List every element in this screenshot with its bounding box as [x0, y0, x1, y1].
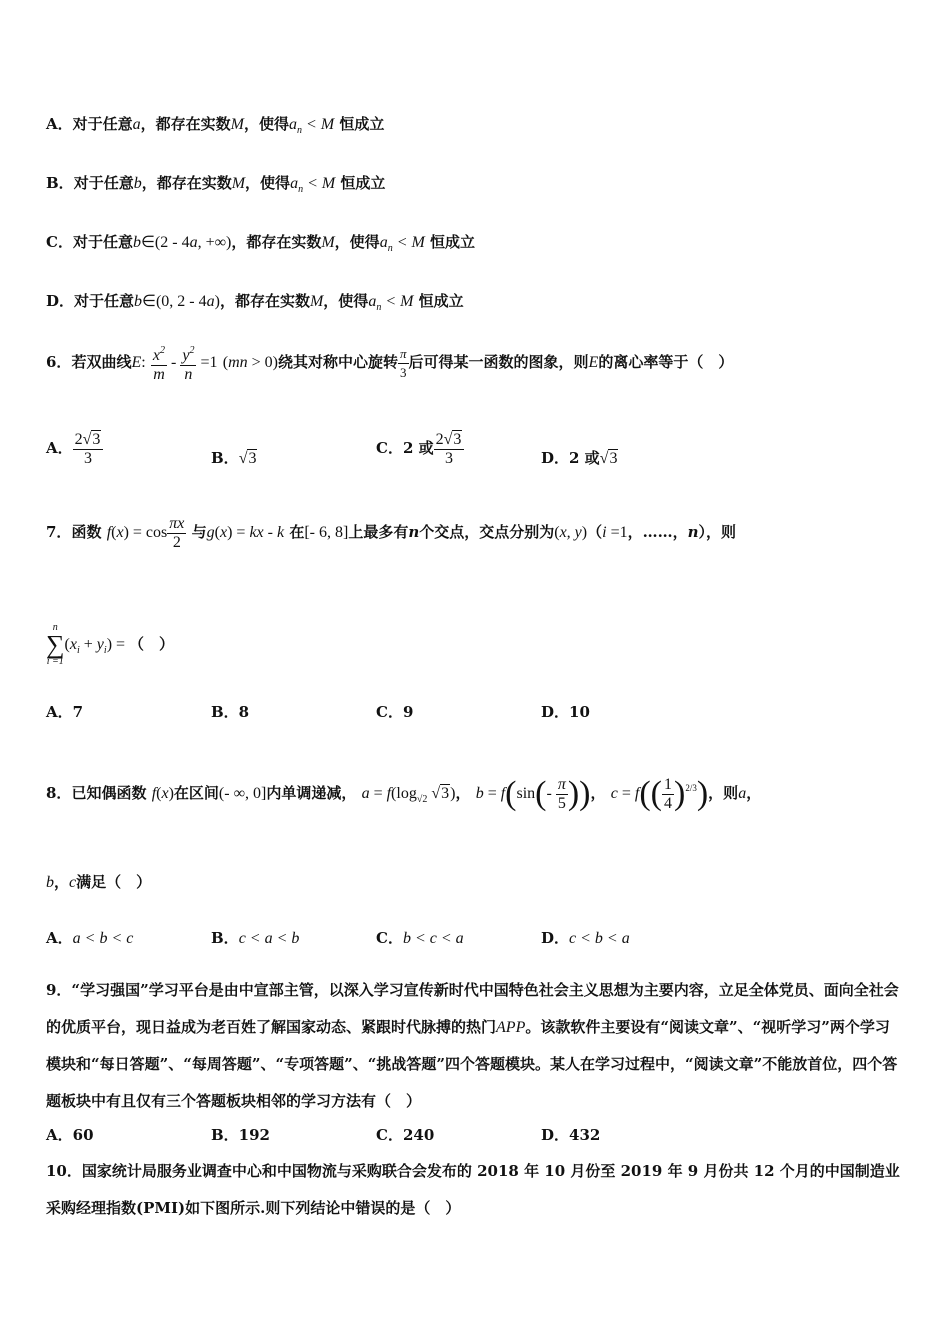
q9-option-d: D．432: [541, 1126, 601, 1144]
q6-option-d: D．2 或√3: [541, 449, 618, 467]
q7-option-c: C．9: [376, 703, 414, 721]
math-fraction: $\frac{x^2}{m}$: [151, 342, 167, 384]
q5-option-c: C．对于任意b∈(2 - 4a, +∞)，都存在实数M，使得$a_n < M$ 恒成立: [46, 233, 476, 254]
math: a: [132, 116, 141, 133]
math: $a_n < M$: [289, 116, 335, 136]
q8-option-a: A．a < b < c: [46, 929, 134, 947]
math: $a_n < M$: [368, 293, 414, 313]
q9-stem: 9．“学习强国”学习平台是由中宣部主管，以深入学习宣传新时代中国特色社会主义思想为主要内容，立足全体党员、面向全社会的优质平台，现日益成为老百姓了解国家动态、紧跟时代脉搏的热门APP。该款软件主要设有“阅读文章”、“视听学习”两个学习模块和“每日答题”、“每周答题”、“专项答题”、“挑战答题”四个答题模块。某人在学习过程中，“阅读文章”不能放首位，四个答题板块中有且仅有三个答题板块相邻的学习方法有（ ）: [46, 981, 899, 1110]
q9-option-a: A．60: [46, 1126, 94, 1144]
math-fraction: $\frac{y^2}{n}$: [180, 342, 196, 384]
q9-option-b: B．192: [211, 1126, 270, 1144]
q6-option-b: B．√3: [211, 449, 257, 467]
math-sigma: n ∑ i =1: [46, 622, 65, 667]
q6-stem: 6．若双曲线E: $\frac{x^2}{m}$ - $\frac{y^2}{n}$ =1 (mn > 0)绕其对称中心旋转 $\frac{\pi}{3}$ 后可得某一函数的图象，则E的离心率等于（ ）: [46, 342, 733, 384]
q7-option-d: D．10: [541, 703, 590, 721]
q8-option-c: C．b < c < a: [376, 929, 464, 947]
math: $a_n < M$: [290, 175, 336, 195]
q6-option-c: C．2 或 $\frac{2√3}{3}$: [376, 428, 464, 468]
q6-option-a: A． $\frac{2√3}{3}$: [46, 428, 103, 468]
math: b: [134, 293, 143, 310]
math: M: [230, 116, 244, 133]
math: b: [133, 175, 142, 192]
math: $a_n < M$: [379, 234, 425, 254]
q8-option-d: D．c < b < a: [541, 929, 630, 947]
q7-option-a: A．7: [46, 703, 84, 721]
q8-stem: 8．已知偶函数 f(x)在区间(- ∞, 0]内单调递减， $a = f(\log_{√2}$ √3)， b = f(sin(- $\frac{\pi}{5}$ ))， c = f(( $\frac{1}{4}$ )$^{2/3}$)，则a，: [46, 775, 762, 812]
q7-stem: 7．函数 f(x) = cos $\frac{\pi x}{2}$ 与g(x) = kx - k 在[- 6, 8]上最多有n个交点，交点分别为(x, y)（i =1，……，n），则: [46, 514, 737, 551]
q9-option-c: C．240: [376, 1126, 435, 1144]
math: M: [231, 175, 246, 192]
q5-option-d: D．对于任意b∈(0, 2 - 4a)，都存在实数M，使得$a_n < M$ 恒成立: [46, 292, 464, 313]
q7-sum: n ∑ i =1 $(x_i + y_i)$ = （ ）: [46, 622, 175, 667]
q5-option-b: B．对于任意b，都存在实数M，使得$a_n < M$ 恒成立: [46, 174, 386, 195]
q10-stem: 10．国家统计局服务业调查中心和中国物流与采购联合会发布的 2018 年 10 月份至 2019 年 9 月份共 12 个月的中国制造业采购经理指数(PMI)如下图所示.则下列结论中错误的是（ ）: [46, 1162, 900, 1217]
q7-option-b: B．8: [211, 703, 250, 721]
math: b: [132, 234, 141, 251]
q8-stem-cont: b，c满足（ ）: [46, 873, 152, 891]
math-fraction: $\frac{\pi}{3}$: [400, 345, 407, 380]
q8-option-b: B．c < a < b: [211, 929, 300, 947]
math: M: [309, 293, 324, 310]
math: M: [321, 234, 335, 251]
q5-option-a: A．对于任意a，都存在实数M，使得$a_n < M$ 恒成立: [46, 115, 385, 136]
